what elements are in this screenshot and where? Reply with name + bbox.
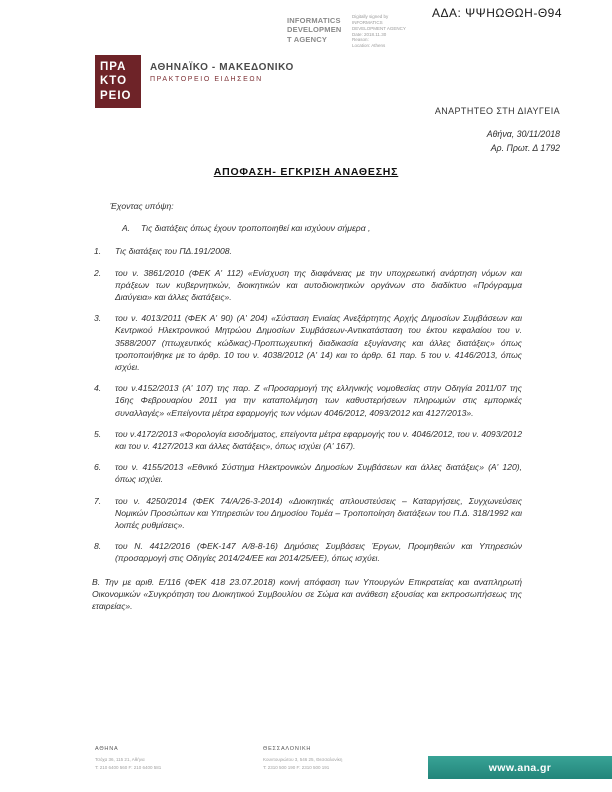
law-item-number: 5. bbox=[94, 428, 102, 439]
footer-athens-address bbox=[95, 756, 161, 772]
law-item-number: 6. bbox=[94, 462, 102, 473]
footer-athens bbox=[95, 746, 161, 772]
law-item bbox=[92, 245, 522, 257]
document-body bbox=[92, 200, 522, 612]
signature-line: Location: Athens bbox=[352, 43, 386, 49]
document-title: ΑΠΟΦΑΣΗ- ΕΓΚΡΙΣΗ ΑΝΑΘΕΣΗΣ bbox=[213, 166, 399, 178]
place-and-date: Αθήνα, 30/11/2018 bbox=[486, 129, 560, 139]
section-b: Β. Την με αριθ. Ε/116 (ΦΕΚ 418 23.07.2018) κοινή απόφαση των Υπουργών Επικρατείας και αναπληρωτή Οικονομικών «Συγκρότηση του Διοικητικού Συμβουλίου σε Σώμα και ανάθεση εξουσίας και εκπροσωπήσεως της εταιρείας». bbox=[92, 576, 522, 612]
law-item-number: 3. bbox=[94, 313, 102, 324]
signature-line: Digitally signed by bbox=[352, 14, 389, 19]
stamp-line: DEVELOPMEN bbox=[287, 25, 342, 35]
section-a bbox=[122, 222, 522, 234]
law-item bbox=[92, 428, 522, 452]
protocol-number: Αρ. Πρωτ. Δ 1792 bbox=[490, 143, 560, 153]
website-url: www.ana.gr bbox=[488, 761, 552, 774]
agency-subtitle: ΠΡΑΚΤΟΡΕΙΟ ΕΙΔΗΣΕΩΝ bbox=[150, 76, 263, 83]
law-item-text: του Ν. 4412/2016 (ΦΕΚ-147 Α/8-8-16) Δημόσιες Συμβάσεις Έργων, Προμηθειών και Υπηρεσιών (προσαρμογή στις Οδηγίες 2014/24/ΕΕ και 2014/25/ΕΕ), όπως ισχύει. bbox=[115, 541, 522, 564]
law-item-number: 1. bbox=[94, 246, 102, 257]
law-item bbox=[92, 267, 522, 304]
footer-address-line: Τ: 2310 500 190 F: 2310 500 191 bbox=[263, 765, 330, 771]
stamp-line: INFORMATICS bbox=[287, 16, 341, 25]
logo-text-line: ΡΕΙΟ bbox=[100, 89, 132, 102]
law-item-text: Τις διατάξεις του ΠΔ.191/2008. bbox=[115, 246, 232, 257]
footer-thessaloniki-label: ΘΕΣΣΑΛΟΝΙΚΗ bbox=[263, 746, 312, 752]
footer-address-line: Τσόχα 36, 115 21, Αθήνα bbox=[95, 757, 145, 762]
footer-address-line: Τ: 210 6400 560 F: 210 6400 581 bbox=[95, 765, 162, 771]
digital-signature-details bbox=[352, 14, 430, 49]
law-item-number: 2. bbox=[94, 267, 102, 278]
ada-code: ΑΔΑ: ΨΨΗΩΘΩΗ-Θ94 bbox=[431, 6, 562, 20]
law-item bbox=[92, 540, 522, 564]
logo-text-line: ΚΤΟ bbox=[100, 75, 128, 88]
law-item-text: του ν.4152/2013 (Α' 107) της παρ. Ζ «Προσαρμογή της ελληνικής νομοθεσίας στην Οδηγία 2011/07 της 16ης Φεβρουαρίου 2011 για την καταπολέμηση των καθυστερήσεων πληρωμών στις εμπορικές συναλλαγές» «Επείγοντα μέτρα εφαρμογής των νόμων 4046/2012, 4093/2012 και 4127/2013». bbox=[115, 383, 522, 418]
law-item-number: 8. bbox=[94, 541, 102, 552]
footer-thessaloniki bbox=[263, 746, 342, 772]
agency-logo bbox=[95, 55, 141, 108]
intro-line: Έχοντας υπόψη: bbox=[110, 201, 174, 211]
footer-thessaloniki-address bbox=[263, 756, 342, 772]
signature-line: INFORMATICS bbox=[352, 19, 383, 25]
section-a-number: Α. bbox=[122, 223, 131, 234]
law-item-text: του ν. 4155/2013 «Εθνικό Σύστημα Ηλεκτρονικών Δημοσίων Συμβάσεων και άλλες διατάξεις» (Α' 120), όπως ισχύει. bbox=[115, 462, 522, 485]
law-item-text: του ν. 4013/2011 (ΦΕΚ Α' 90) (Α' 204) «Σύσταση Ενιαίας Ανεξάρτητης Αρχής Δημοσίων Συμβάσεων και Κεντρικού Ηλεκτρονικού Μητρώου Δημοσίων Συμβάσεων-Αντικατάσταση του έκτου κεφαλαίου του ν. 3588/2007 (πτωχευτικός κώδικας)-Προπτωχευτική διαδικασία εξυγίανσης και άλλες διατάξεις» όπως τροποποιήθηκε με το άρθρ. 10 του ν. 4038/2012 (Α' 14) και το άρθρ. 61 παρ. 5 του ν. 4146/2013, όπως ισχύει. bbox=[115, 313, 522, 373]
footer-address-line: Κουντουριώτου 3, 546 25, Θεσσαλονίκη bbox=[263, 757, 343, 762]
footer-athens-label: ΑΘΗΝΑ bbox=[95, 746, 119, 752]
law-item-text: του ν. 4250/2014 (ΦΕΚ 74/Α/26-3-2014) «Διοικητικές απλουστεύσεις – Καταργήσεις, Συγχωνεύσεις Νομικών Προσώπων και Υπηρεσιών του Δημοσίου Τομέα – Τροποποίηση διατάξεων του Π.Δ. 318/1992 και λοιπές ρυθμίσεις». bbox=[115, 495, 522, 531]
website-banner bbox=[428, 756, 612, 779]
law-item-number: 4. bbox=[94, 383, 102, 394]
diavgeia-note: ΑΝΑΡΤΗΤΕΟ ΣΤΗ ΔΙΑΥΓΕΙΑ bbox=[434, 106, 560, 116]
signature-line: Reason: bbox=[352, 37, 369, 43]
law-item-text: του ν. 3861/2010 (ΦΕΚ Α' 112) «Ενίσχυση της διαφάνειας με την υποχρεωτική ανάρτηση νόμων και πράξεων των κυβερνητικών, διοικητικών και αυτοδιοικητικών οργάνων στο διαδίκτυο «Πρόγραμμα Διαύγεια» και άλλες διατάξεις». bbox=[115, 267, 522, 303]
signature-line: Date: 2018.11.30 bbox=[352, 31, 387, 37]
law-item bbox=[92, 461, 522, 485]
law-item bbox=[92, 382, 522, 419]
signature-line: DEVELOPMENT AGENCY bbox=[352, 25, 406, 31]
agency-name: ΑΘΗΝΑΪΚΟ - ΜΑΚΕΔΟΝΙΚΟ bbox=[150, 62, 294, 73]
informatics-agency-stamp bbox=[287, 16, 349, 44]
logo-text-line: ΠΡΑ bbox=[100, 60, 127, 73]
law-item bbox=[92, 495, 522, 532]
law-item bbox=[92, 312, 522, 373]
section-a-text: Τις διατάξεις όπως έχουν τροποποιηθεί και ισχύουν σήμερα , bbox=[141, 223, 371, 234]
stamp-line: T AGENCY bbox=[287, 34, 328, 44]
law-item-text: του ν.4172/2013 «Φορολογία εισοδήματος, επείγοντα μέτρα εφαρμογής του ν. 4046/2012, του ν. 4093/2012 και του ν. 4127/2013 και άλλες διατάξεις», όπως ισχύει (Α' 167). bbox=[115, 428, 522, 452]
law-item-number: 7. bbox=[94, 495, 102, 506]
